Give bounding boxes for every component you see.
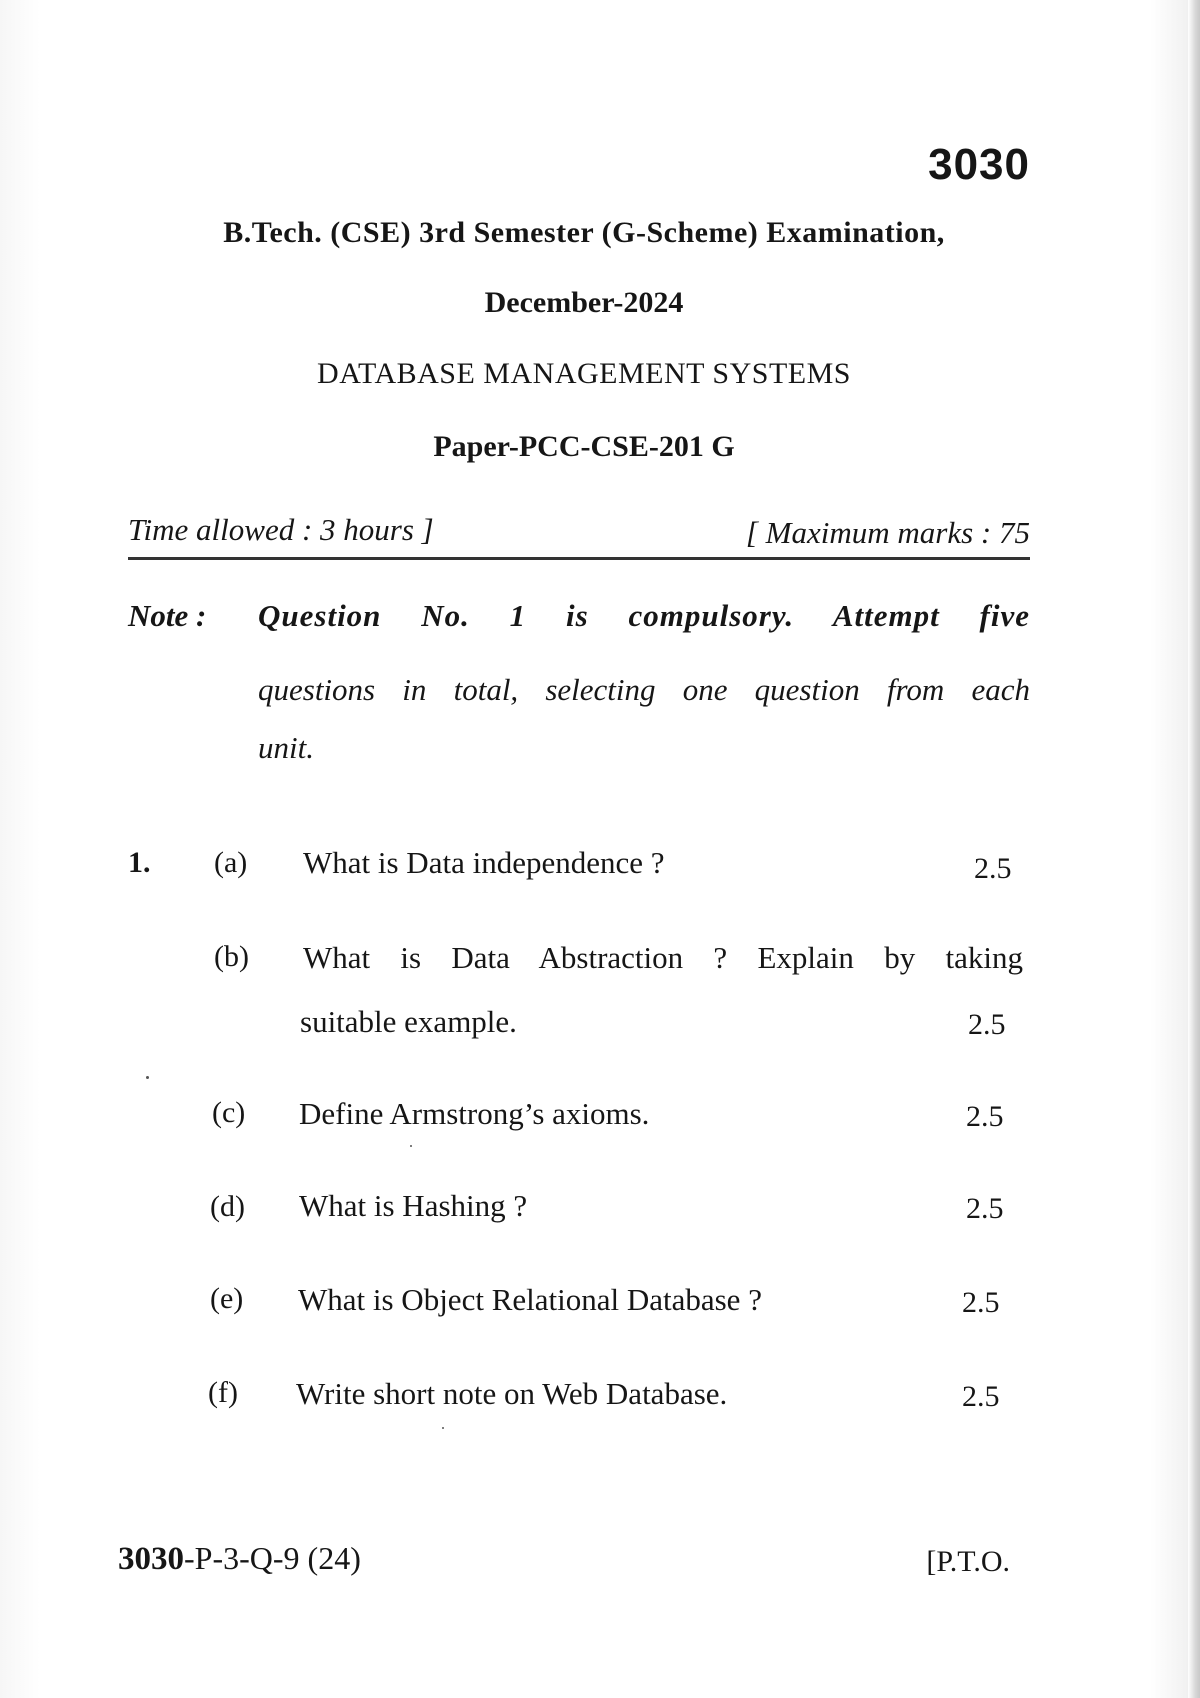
footer-code-number: 3030 <box>118 1541 184 1577</box>
please-turn-over: [P.T.O. <box>926 1545 1010 1578</box>
exam-title: B.Tech. (CSE) 3rd Semester (G-Scheme) Examination, <box>223 216 945 249</box>
note-line-3: unit. <box>258 730 314 765</box>
marks-b: 2.5 <box>968 1008 1006 1041</box>
time-allowed: Time allowed : 3 hours ] <box>128 512 434 547</box>
note-line-2: questions in total, selecting one question from each <box>258 672 1030 707</box>
maximum-marks: [ Maximum marks : 75 <box>745 515 1030 550</box>
part-label-f: (f) <box>208 1376 238 1409</box>
scan-speck <box>410 1145 412 1147</box>
scan-speck <box>442 1427 444 1429</box>
scan-speck <box>146 1076 149 1079</box>
exam-date: December-2024 <box>484 286 684 319</box>
part-label-b: (b) <box>214 940 249 973</box>
part-label-d: (d) <box>210 1190 245 1223</box>
marks-c: 2.5 <box>966 1100 1004 1133</box>
note-line-1: Question No. 1 is compulsory. Attempt five <box>258 598 1030 633</box>
part-label-c: (c) <box>212 1096 246 1129</box>
header-divider <box>128 557 1030 560</box>
question-text-a: What is Data independence ? <box>303 845 665 880</box>
question-text-b-line1: What is Data Abstraction ? Explain by taking <box>303 940 1023 975</box>
question-text-e: What is Object Relational Database ? <box>298 1282 762 1317</box>
footer-code-suffix: -P-3-Q-9 (24) <box>184 1540 361 1576</box>
part-label-a: (a) <box>214 846 248 879</box>
question-text-f: Write short note on Web Database. <box>296 1376 728 1411</box>
footer-paper-code <box>118 1540 361 1578</box>
question-text-d: What is Hashing ? <box>299 1188 528 1223</box>
marks-f: 2.5 <box>962 1380 1000 1413</box>
question-number: 1. <box>128 846 151 879</box>
question-text-b-line2: suitable example. <box>300 1004 517 1039</box>
paper-number: Paper-PCC-CSE-201 G <box>433 430 735 463</box>
marks-e: 2.5 <box>962 1286 1000 1319</box>
subject-title: DATABASE MANAGEMENT SYSTEMS <box>317 357 851 390</box>
note-label: Note : <box>128 598 207 633</box>
paper-code: 3030 <box>928 140 1030 189</box>
marks-d: 2.5 <box>966 1192 1004 1225</box>
part-label-e: (e) <box>210 1282 244 1315</box>
marks-a: 2.5 <box>974 852 1012 885</box>
question-text-c: Define Armstrong’s axioms. <box>299 1096 650 1131</box>
page-edge-shadow <box>1188 0 1200 1698</box>
